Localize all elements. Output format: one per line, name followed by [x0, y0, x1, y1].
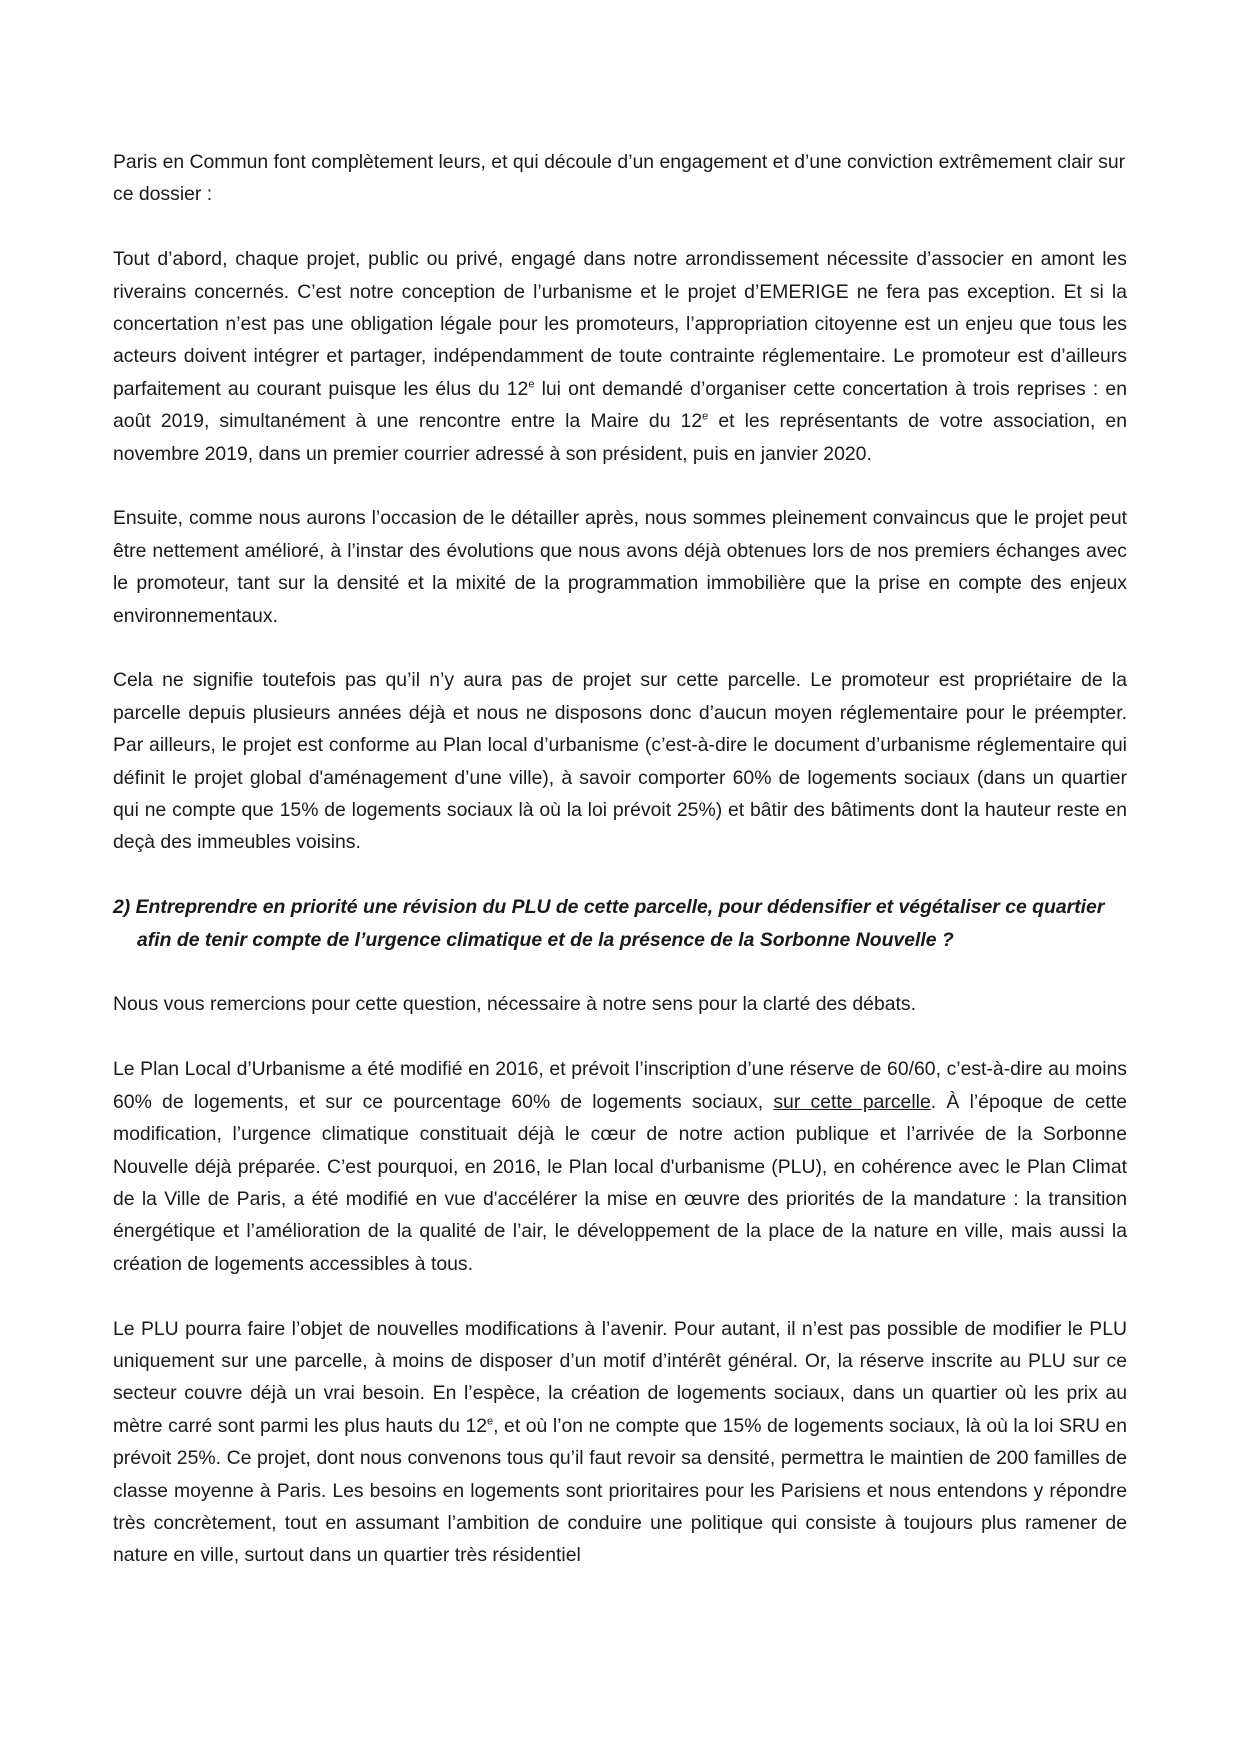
superscript-ordinal: e: [528, 378, 535, 391]
paragraph-plu-2016-part-a: Le Plan Local d’Urbanisme a été modifié en 2016, et prévoit l’inscription d’une réserve de 60/60, c’est-à-dire au moins 60% de logements, et sur ce pourcentage 60% de logements sociaux,: [113, 1058, 1127, 1113]
superscript-ordinal: e: [702, 410, 709, 423]
superscript-ordinal: e: [487, 1415, 494, 1428]
paragraph-remerciement-text: Nous vous remercions pour cette question, nécessaire à notre sens pour la clarté des débats.: [113, 993, 916, 1016]
paragraph-parcelle-text: Cela ne signifie toutefois pas qu’il n’y aura pas de projet sur cette parcelle. Le promoteur est propriétaire de la parcelle depuis plusieurs années déjà et nous ne disposons donc d’aucun moyen réglementaire pour le préempter. Par ailleurs, le projet est conforme au Plan local d’urbanisme (c’est-à-dire le document d’urbanisme réglementaire qui définit le projet global d'aménagement d’une ville), à savoir comporter 60% de logements sociaux (dans un quartier qui ne compte que 15% de logements sociaux là où la loi prévoit 25%) et bâtir des bâtiments dont la hauteur reste en deçà des immeubles voisins.: [113, 669, 1127, 854]
paragraph-intro-continuation: [113, 146, 1127, 211]
question-heading-text: 2) Entreprendre en priorité une révision du PLU de cette parcelle, pour dédensifier et végétaliser ce quartier afin de tenir compte de l’urgence climatique et de la présence de la Sorbonne Nouvelle ?: [113, 896, 1105, 951]
paragraph-plu-2016: [113, 1053, 1127, 1280]
paragraph-parcelle: [113, 664, 1127, 858]
paragraph-amelioration: [113, 502, 1127, 632]
paragraph-concertation-part-c: et les représentants de votre association, en novembre 2019, dans un premier courrier adressé à son président, puis en janvier 2020.: [113, 410, 1127, 465]
document-page: [113, 146, 1127, 1604]
paragraph-plu-2016-part-b: . À l’époque de cette modification, l’urgence climatique constituait déjà le cœur de notre action publique et l’arrivée de la Sorbonne Nouvelle déjà préparée. C’est pourquoi, en 2016, le Plan local d'urbanisme (PLU), en cohérence avec le Plan Climat de la Ville de Paris, a été modifié en vue d'accélérer la mise en œuvre des priorités de la mandature : la transition énergétique et l’amélioration de la qualité de l’air, le développement de la place de la nature en ville, mais aussi la création de logements accessibles à tous.: [113, 1090, 1127, 1275]
paragraph-plu-avenir: [113, 1313, 1127, 1572]
paragraph-concertation-part-b: lui ont demandé d’organiser cette concertation à trois reprises : en août 2019, simultanément à une rencontre entre la Maire du 12: [113, 377, 1127, 433]
paragraph-concertation: [113, 243, 1127, 470]
paragraph-plu-avenir-part-b: , et où l’on ne compte que 15% de logements sociaux, là où la loi SRU en prévoit 25%. Ce projet, dont nous convenons tous qu’il faut revoir sa densité, permettra le maintien de 200 familles de classe moyenne à Paris. Les besoins en logements sont prioritaires pour les Parisiens et nous entendons y répondre très concrètement, tout en assumant l’ambition de conduire une politique qui consiste à toujours plus ramener de nature en ville, surtout dans un quartier très résidentiel: [113, 1414, 1127, 1567]
paragraph-plu-avenir-part-a: Le PLU pourra faire l’objet de nouvelles modifications à l’avenir. Pour autant, il n’est pas possible de modifier le PLU uniquement sur une parcelle, à moins de disposer d’un motif d’intérêt général. Or, la réserve inscrite au PLU sur ce secteur couvre déjà un vrai besoin. En l’espèce, la création de logements sociaux, dans un quartier où les prix au mètre carré sont parmi les plus hauts du 12: [113, 1317, 1127, 1437]
paragraph-intro-text: Paris en Commun font complètement leurs, et qui découle d’un engagement et d’une conviction extrêmement clair sur ce dossier :: [113, 151, 1126, 206]
underlined-phrase: sur cette parcelle: [773, 1090, 931, 1113]
question-heading: [113, 891, 1127, 956]
paragraph-amelioration-text: Ensuite, comme nous aurons l’occasion de le détailler après, nous sommes pleinement convaincus que le projet peut être nettement amélioré, à l’instar des évolutions que nous avons déjà obtenues lors de nos premiers échanges avec le promoteur, tant sur la densité et la mixité de la programmation immobilière que la prise en compte des enjeux environnementaux.: [113, 507, 1127, 627]
paragraph-remerciement: [113, 988, 1127, 1020]
paragraph-concertation-part-a: Tout d’abord, chaque projet, public ou privé, engagé dans notre arrondissement nécessite d’associer en amont les riverains concernés. C’est notre conception de l’urbanisme et le projet d’EMERIGE ne fera pas exception. Et si la concertation n’est pas une obligation légale pour les promoteurs, l’appropriation citoyenne est un enjeu que tous les acteurs doivent intégrer et partager, indépendamment de toute contrainte réglementaire. Le promoteur est d’ailleurs parfaitement au courant puisque les élus du 12: [113, 248, 1127, 400]
